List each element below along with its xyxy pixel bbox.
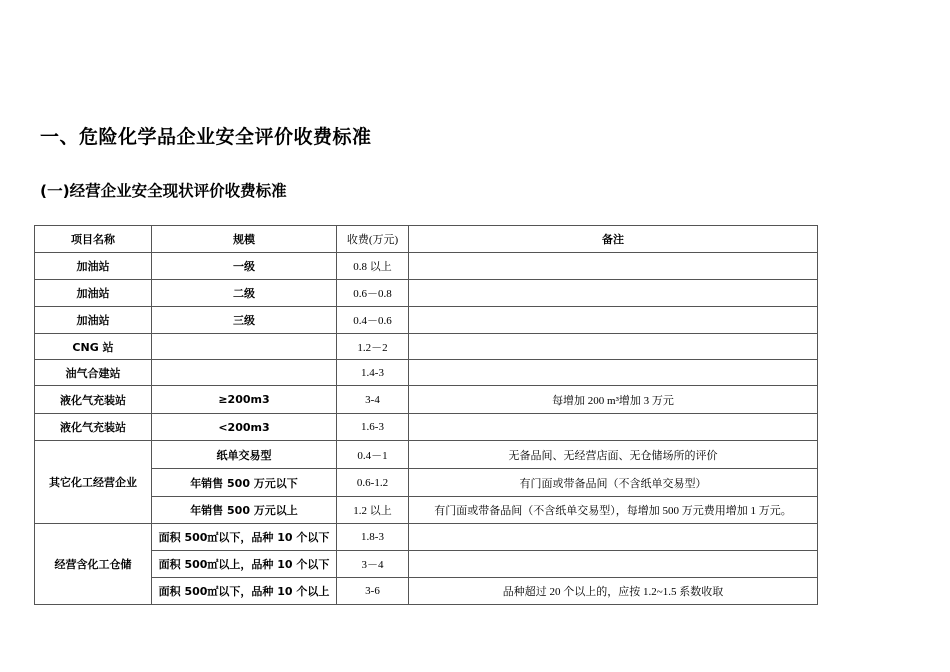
cell-note: 无备品间、无经营店面、无仓储场所的评价 (409, 441, 818, 469)
cell-note (409, 334, 818, 360)
cell-fee: 1.4-3 (337, 360, 409, 386)
cell-note (409, 360, 818, 386)
table-row (35, 360, 818, 386)
cell-name: CNG 站 (35, 334, 152, 360)
cell-note (409, 253, 818, 280)
cell-fee: 3－4 (337, 551, 409, 578)
cell-fee: 0.6-1.2 (337, 469, 409, 497)
table-row (35, 386, 818, 414)
cell-fee: 3-6 (337, 578, 409, 605)
table-row (35, 469, 818, 497)
header-note: 备注 (409, 226, 818, 253)
cell-scale: <200m3 (152, 414, 337, 441)
table-row (35, 441, 818, 469)
cell-group-name: 经营含化工仓储 (35, 524, 152, 605)
cell-note: 品种超过 20 个以上的，应按 1.2~1.5 系数收取 (409, 578, 818, 605)
cell-name: 油气合建站 (35, 360, 152, 386)
cell-note (409, 280, 818, 307)
cell-fee: 0.4－0.6 (337, 307, 409, 334)
cell-note: 有门面或带备品间（不含纸单交易型），每增加 500 万元费用增加 1 万元。 (409, 497, 818, 524)
cell-scale: 面积 500㎡以上，品种 10 个以下 (152, 551, 337, 578)
cell-note: 每增加 200 m³增加 3 万元 (409, 386, 818, 414)
page-title: 一、危险化学品企业安全评价收费标准 (40, 126, 372, 148)
header-scale: 规模 (152, 226, 337, 253)
cell-fee: 0.8 以上 (337, 253, 409, 280)
cell-name: 加油站 (35, 253, 152, 280)
cell-scale: 年销售 500 万元以上 (152, 497, 337, 524)
header-fee: 收费(万元) (337, 226, 409, 253)
cell-name: 加油站 (35, 307, 152, 334)
table-row (35, 497, 818, 524)
cell-note: 有门面或带备品间（不含纸单交易型） (409, 469, 818, 497)
cell-scale: 纸单交易型 (152, 441, 337, 469)
fee-table (34, 225, 818, 605)
cell-fee: 1.8-3 (337, 524, 409, 551)
cell-note (409, 307, 818, 334)
table-row (35, 414, 818, 441)
table-row (35, 253, 818, 280)
cell-scale (152, 360, 337, 386)
cell-scale: ≥200m3 (152, 386, 337, 414)
table-header-row (35, 226, 818, 253)
table-row (35, 524, 818, 551)
cell-group-name: 其它化工经营企业 (35, 441, 152, 524)
cell-scale: 面积 500㎡以下，品种 10 个以上 (152, 578, 337, 605)
cell-scale: 三级 (152, 307, 337, 334)
cell-name: 液化气充装站 (35, 414, 152, 441)
cell-scale: 年销售 500 万元以下 (152, 469, 337, 497)
cell-fee: 1.2－2 (337, 334, 409, 360)
cell-fee: 1.6-3 (337, 414, 409, 441)
cell-fee: 0.4－1 (337, 441, 409, 469)
cell-note (409, 551, 818, 578)
cell-fee: 0.6－0.8 (337, 280, 409, 307)
section-title: (一)经营企业安全现状评价收费标准 (40, 182, 287, 200)
cell-scale: 二级 (152, 280, 337, 307)
cell-note (409, 524, 818, 551)
header-item-name: 项目名称 (35, 226, 152, 253)
cell-scale: 一级 (152, 253, 337, 280)
cell-note (409, 414, 818, 441)
cell-name: 加油站 (35, 280, 152, 307)
table-row (35, 307, 818, 334)
cell-fee: 1.2 以上 (337, 497, 409, 524)
table-row (35, 334, 818, 360)
cell-name: 液化气充装站 (35, 386, 152, 414)
table-row (35, 578, 818, 605)
table-row (35, 280, 818, 307)
table-row (35, 551, 818, 578)
cell-fee: 3-4 (337, 386, 409, 414)
cell-scale (152, 334, 337, 360)
cell-scale: 面积 500㎡以下，品种 10 个以下 (152, 524, 337, 551)
